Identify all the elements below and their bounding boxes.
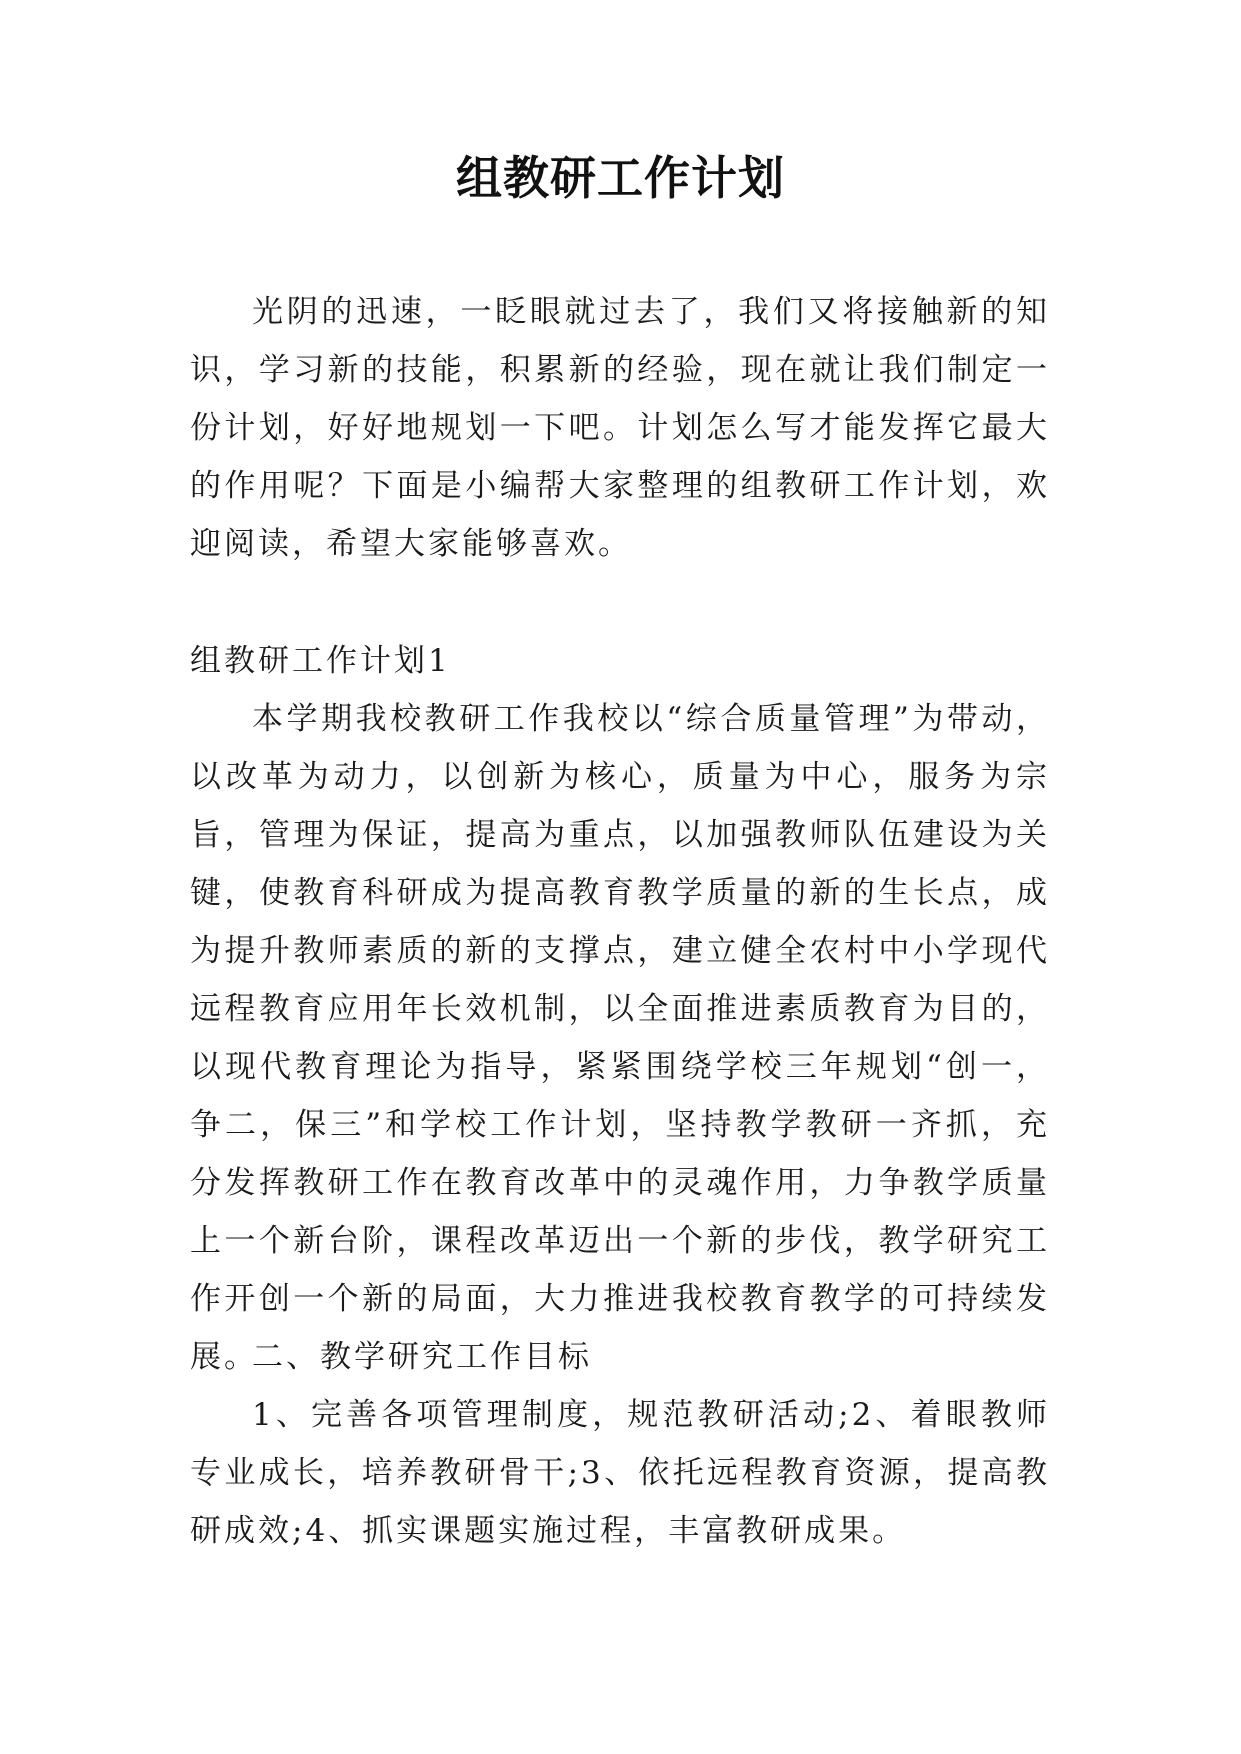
document-title: 组教研工作计划 [456, 151, 785, 205]
goals-heading: 二、教学研究工作目标 [252, 1339, 592, 1375]
goals-paragraph: 1、完善各项管理制度，规范教研活动;2、着眼教师专业成长，培养教研骨干;3、依托远程教育资源，提高教研成效;4、抓实课题实施过程，丰富教研成果。 [190, 1397, 1050, 1549]
section-body-paragraph: 本学期我校教研工作我校以“综合质量管理”为带动，以改革为动力，以创新为核心，质量为中心，服务为宗旨，管理为保证，提高为重点，以加强教师队伍建设为关键，使教育科研成为提高教育教学质量的新的生长点，成为提升教师素质的新的支撑点，建立健全农村中小学现代远程教育应用年长效机制，以全面推进素质教育为目的，以现代教育理论为指导，紧紧围绕学校三年规划“创一，争二，保三”和学校工作计划，坚持教学教研一齐抓，充分发挥教研工作在教育改革中的灵魂作用，力争教学质量上一个新台阶，课程改革迈出一个新的步伐，教学研究工作开创一个新的局面，大力推进我校教育教学的可持续发展。 [190, 701, 1050, 1375]
intro-paragraph: 光阴的迅速，一眨眼就过去了，我们又将接触新的知识，学习新的技能，积累新的经验，现在就让我们制定一份计划，好好地规划一下吧。计划怎么写才能发挥它最大的作用呢？下面是小编帮大家整理的组教研工作计划，欢迎阅读，希望大家能够喜欢。 [190, 294, 1050, 562]
section-heading: 组教研工作计划1 [190, 643, 451, 679]
